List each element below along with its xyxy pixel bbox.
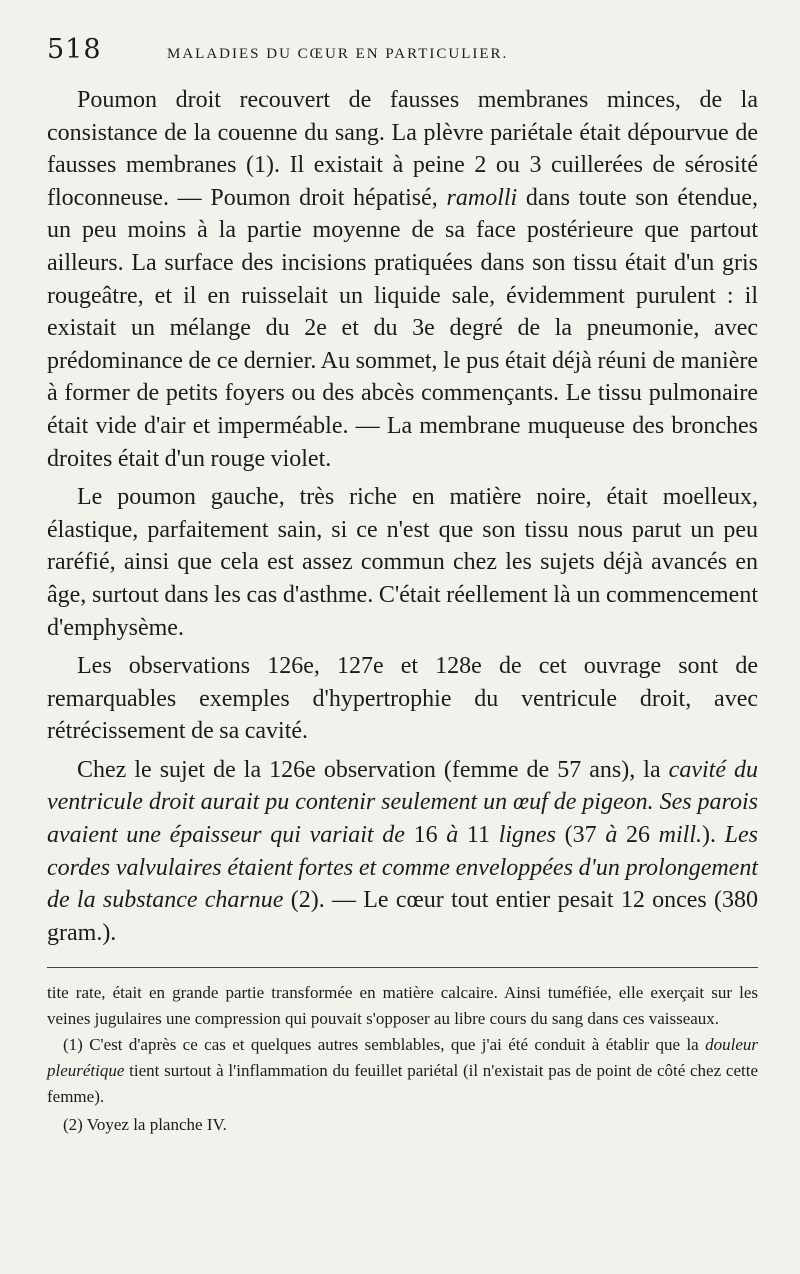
italic-text-run: mill. [658, 822, 703, 849]
text-run: dans toute son étendue, un peu moins à la partie moyenne de sa face postérieure que partout ailleurs. La surface des incisions pratiquées dans son tissu était d'un gris rougeâtre, et il en ruisselait un liquide sale, évidemment purulent : il existait un mélange du 2e et du 3e degré de la pneumonie, avec prédominance de ce dernier. Au sommet, le pus était déjà réuni de manière à former de petits foyers ou des abcès commençants. Le tissu pulmonaire était vide d'air et imperméable. — La membrane muqueuse des bronches droites était d'un rouge violet. [47, 184, 759, 472]
text-run: ). [702, 822, 725, 849]
text-run: tite rate, était en grande partie transformée en matière calcaire. Ainsi tuméfiée, elle exerçait sur les veines jugulaires une compression qui pouvait s'opposer au libre cours du sang dans ces vaisseaux. [47, 983, 758, 1029]
page-header [47, 34, 758, 84]
italic-text-run: ramolli [446, 184, 518, 211]
italic-text-run: lignes [498, 822, 557, 849]
text-run: Chez le sujet de la 126e observation (femme de 57 ans), la [77, 756, 669, 783]
page-number: 518 [47, 34, 102, 65]
text-run: tient surtout à l'inflammation du feuillet pariétal (il n'existait pas de point de côté chez cette femme). [47, 1061, 758, 1107]
footnote-divider [47, 967, 758, 968]
italic-text-run: Les cordes valvulaires étaient fortes et comme enveloppées d'un prolongement de la substance charnue [47, 822, 759, 914]
text-run: (37 [556, 822, 606, 849]
footnote-continuation [47, 980, 758, 1032]
italic-text-run: cavité du ventricule droit aurait pu contenir seulement un œuf de pigeon. Ses parois avaient une épaisseur qui variait de [47, 756, 759, 849]
text-run: (1) C'est d'après ce cas et quelques autres semblables, que j'ai été conduit à établir que la [63, 1035, 706, 1055]
text-run: (2) Voyez la planche IV. [63, 1115, 227, 1135]
text-run: Poumon droit recouvert de fausses membranes minces, de la consistance de la couenne du sang. La plèvre pariétale était dépourvue de fausses membranes (1). Il existait à peine 2 ou 3 cuillerées de sérosité floconneuse. — Poumon droit hépatisé, [47, 87, 758, 211]
text-run: Le poumon gauche, très riche en matière noire, était moelleux, élastique, parfaitement sain, si ce n'est que son tissu nous parut un peu raréfié, ainsi que cela est assez commun chez les sujets déjà avancés en âge, surtout dans les cas d'asthme. C'était réellement là un commencement d'emphysème. [47, 484, 758, 641]
footnote-1 [47, 1032, 758, 1110]
text-run: 11 [458, 822, 499, 849]
italic-text-run: douleur pleurétique [47, 1035, 758, 1081]
italic-text-run: à [605, 822, 618, 849]
italic-text-run: à [446, 822, 459, 849]
paragraph [47, 481, 758, 644]
text-run: 16 [404, 822, 447, 849]
text-run: 26 [617, 822, 659, 849]
footnotes [47, 980, 758, 1138]
footnote-2 [47, 1112, 758, 1138]
text-run: Les observations 126e, 127e et 128e de cet ouvrage sont de remarquables exemples d'hypertrophie du ventricule droit, avec rétrécissement de sa cavité. [47, 653, 758, 745]
body-text [47, 84, 758, 949]
text-run: (2). — Le cœur tout entier pesait 12 onces (380 gram.). [47, 887, 759, 946]
paragraph [47, 650, 758, 748]
paragraph [47, 84, 758, 475]
running-title: MALADIES DU CŒUR EN PARTICULIER. [167, 46, 509, 62]
paragraph [47, 754, 758, 950]
